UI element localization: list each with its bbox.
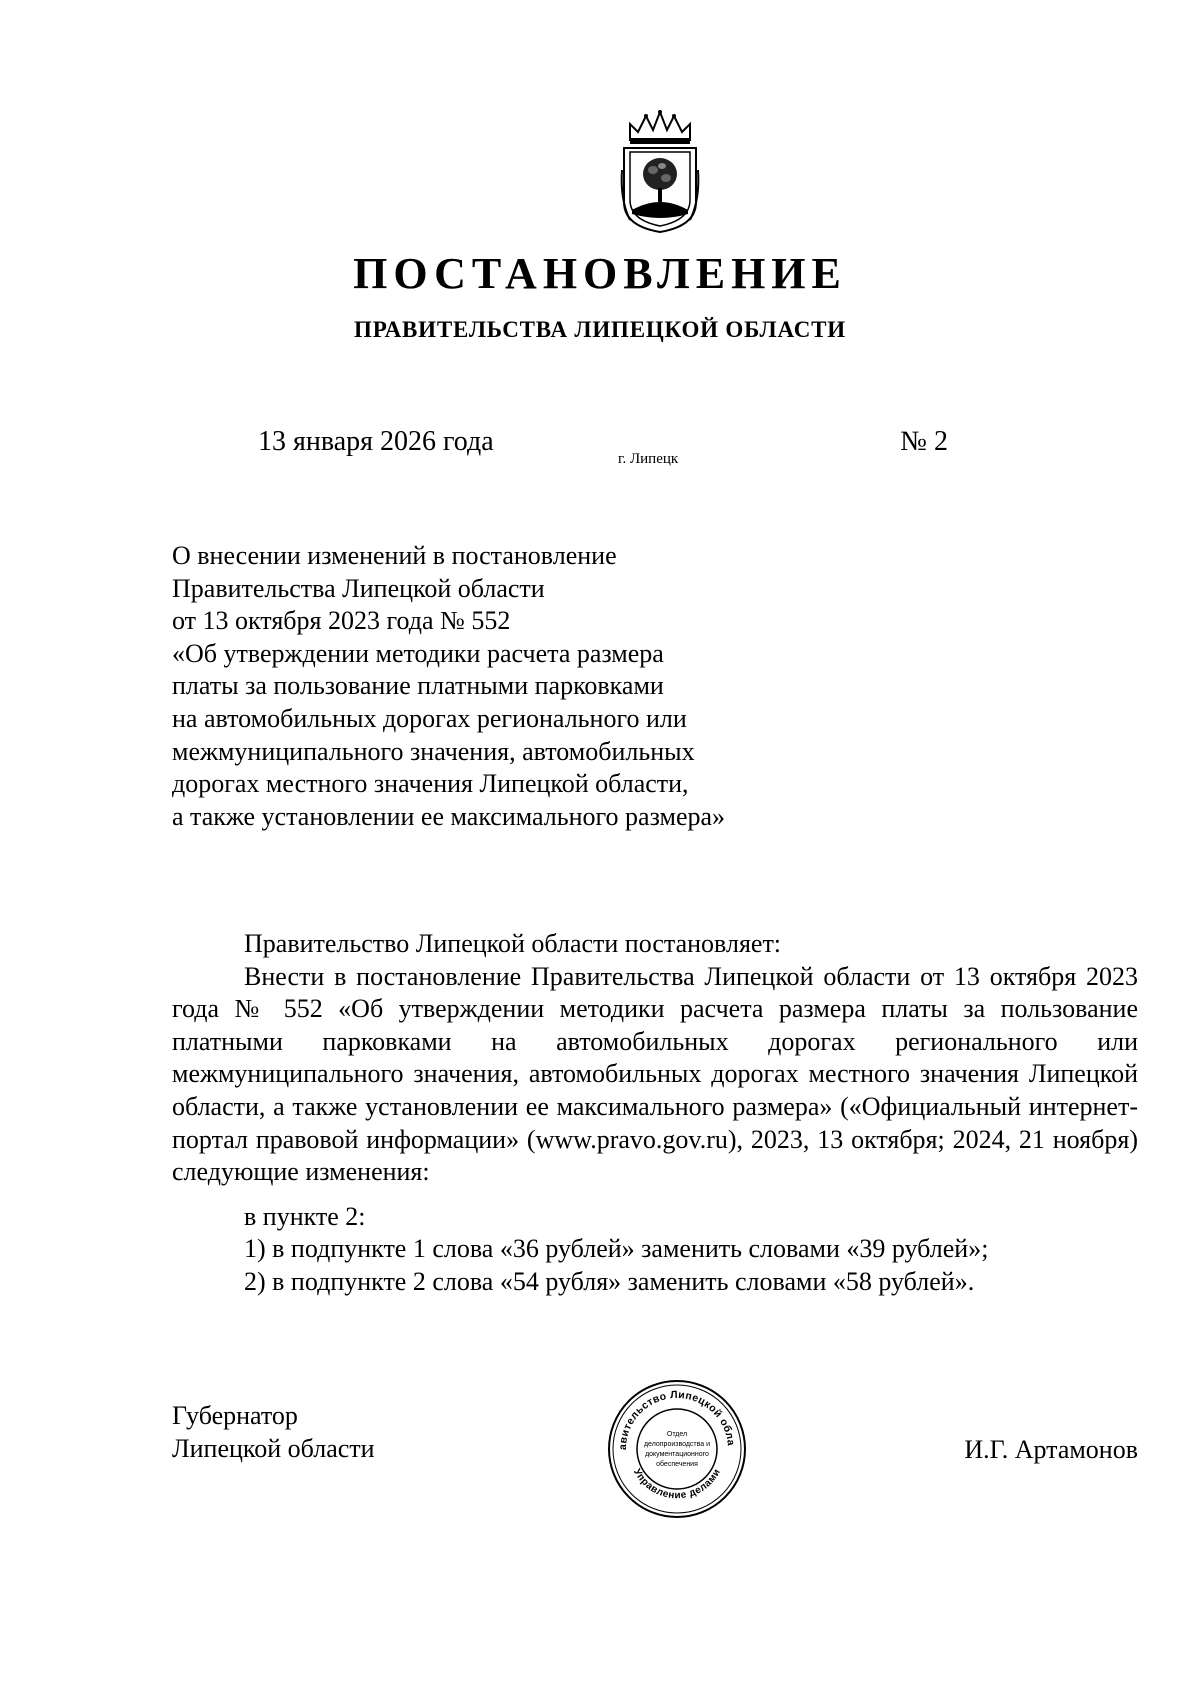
subject-line: на автомобильных дорогах регионального или — [172, 703, 687, 733]
document-subject — [172, 540, 872, 833]
seal-inner-line: документационного — [645, 1451, 709, 1458]
lipetsk-oblast-coat-of-arms-icon — [620, 110, 700, 234]
document-city: г. Липецк — [618, 451, 679, 467]
seal-inner-line: делопроизводства и — [643, 1441, 711, 1448]
coat-of-arms-emblem — [620, 110, 700, 234]
subject-line: платы за пользование платными парковками — [172, 671, 664, 701]
document-issuer: ПРАВИТЕЛЬСТВА ЛИПЕЦКОЙ ОБЛАСТИ — [354, 317, 846, 342]
round-seal-stamp-icon — [606, 1378, 748, 1520]
body-item: 1) в подпункте 1 слова «36 рублей» заменить словами «39 рублей»; — [244, 1234, 989, 1264]
seal-outer-top-text: авительство Липецкой обла — [616, 1388, 737, 1451]
subject-line: а также установлении ее максимального размера» — [172, 801, 726, 831]
body-intro: Правительство Липецкой области постановляет: — [244, 929, 782, 958]
signatory-title — [172, 1400, 375, 1465]
document-date: 13 января 2026 года — [258, 426, 494, 457]
subject-line: Правительства Липецкой области — [172, 573, 545, 603]
seal-outer-bottom-text: Управление делами — [630, 1467, 724, 1502]
document-type-title: ПОСТАНОВЛЕНИЕ — [353, 249, 847, 298]
subject-line: «Об утверждении методики расчета размера — [172, 638, 664, 668]
svg-text:Правительство Липецкой области — [606, 1378, 737, 1450]
subject-line: от 13 октября 2023 года № 552 — [172, 606, 511, 636]
signatory-title-line: Липецкой области — [172, 1433, 375, 1463]
body-point: в пункте 2: — [244, 1201, 366, 1231]
subject-line: межмуниципального значения, автомобильных — [172, 736, 695, 766]
document-number: № 2 — [900, 426, 948, 457]
body-item: 2) в подпункте 2 слова «54 рубля» заменить словами «58 рублей». — [244, 1266, 975, 1296]
document-body — [172, 928, 1138, 1299]
subject-line: О внесении изменений в постановление — [172, 541, 617, 570]
body-main-paragraph: Внести в постановление Правительства Липецкой области от 13 октября 2023 года № 552 «Об утверждении методики расчета размера платы за пользование платными парковками на автомобильных дорогах регионального или межмуниципального значения, автомобильных дорогах местного значения Липецкой области, а также установлении ее максимального размера» («Официальный интернет-портал правовой информации» (www.pravo.gov.ru), 2023, 13 октября; 2024, 21 ноября) следующие изменения: — [172, 961, 1138, 1187]
seal-inner-line: Отдел — [666, 1431, 688, 1438]
subject-line: дорогах местного значения Липецкой области, — [172, 769, 689, 799]
seal-inner-line: обеспечения — [656, 1461, 698, 1468]
official-seal — [606, 1378, 748, 1520]
signatory-title-line: Губернатор — [172, 1401, 298, 1430]
signatory-name: И.Г. Артамонов — [964, 1435, 1138, 1464]
